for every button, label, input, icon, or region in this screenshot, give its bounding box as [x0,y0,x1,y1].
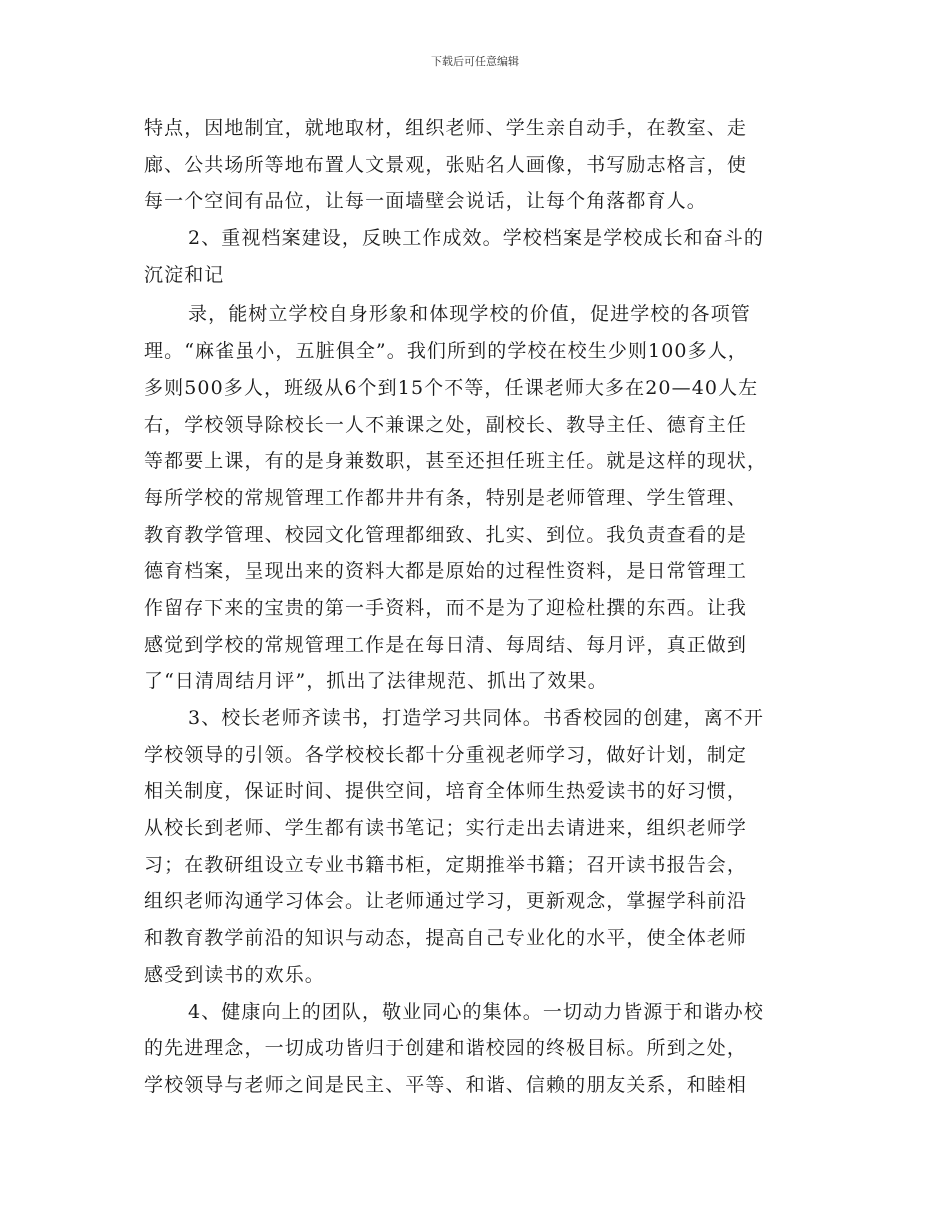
text-line: 教育教学管理、校园文化管理都细致、扎实、到位。我负责查看的是 [144,523,748,546]
text-line: 学校领导的引领。各学校校长都十分重视老师学习，做好计划，制定 [144,743,748,766]
page-header: 下载后可任意编辑 [431,55,519,68]
text-line: 多则500多人，班级从6个到15个不等，任课老师大多在20—40人左 [144,376,759,399]
text-line: 从校长到老师、学生都有读书笔记；实行走出去请进来，组织老师学 [144,817,748,840]
text-line: 理。“麻雀虽小，五脏俱全”。我们所到的学校在校生少则100多人， [144,340,748,363]
paragraph-4-start: 4、健康向上的团队，敬业同心的集体。一切动力皆源于和谐办校 [188,1000,764,1023]
text-line: 每一个空间有品位，让每一面墙壁会说话，让每个角落都育人。 [144,190,707,213]
text-line: 组织老师沟通学习体会。让老师通过学习，更新观念，掌握学科前沿 [144,890,748,913]
text-line: 感受到读书的欢乐。 [144,963,325,986]
text-line: 和教育教学前沿的知识与动态，提高自己专业化的水平，使全体老师 [144,927,748,950]
text-line: 右，学校领导除校长一人不兼课之处，副校长、教导主任、德育主任 [144,413,748,436]
text-line: 了“日清周结月评”，抓出了法律规范、抓出了效果。 [144,670,608,693]
text-line: 廊、公共场所等地布置人文景观，张贴名人画像，书写励志格言，使 [144,153,748,176]
text-line: 每所学校的常规管理工作都井井有条，特别是老师管理、学生管理、 [144,486,748,509]
text-line: 学校领导与老师之间是民主、平等、和谐、信赖的朋友关系，和睦相 [144,1073,748,1096]
text-line: 的先进理念，一切成功皆归于创建和谐校园的终极目标。所到之处， [144,1037,748,1060]
text-line: 习；在教研组设立专业书籍书柜，定期推举书籍；召开读书报告会， [144,853,748,876]
text-line: 特点，因地制宜，就地取材，组织老师、学生亲自动手，在教室、走 [144,117,748,139]
text-line: 作留存下来的宝贵的第一手资料，而不是为了迎检杜撰的东西。让我 [144,596,748,619]
text-line: 录，能树立学校自身形象和体现学校的价值，促进学校的各项管 [188,303,751,326]
paragraph-2-start: 2、重视档案建设，反映工作成效。学校档案是学校成长和奋斗的 [188,227,764,250]
paragraph-3-start: 3、校长老师齐读书，打造学习共同体。书香校园的创建，离不开 [188,707,764,729]
text-line: 沉淀和记 [144,263,225,286]
text-line: 等都要上课，有的是身兼数职，甚至还担任班主任。就是这样的现状， [144,450,768,473]
text-line: 感觉到学校的常规管理工作是在每日清、每周结、每月评，真正做到 [144,633,748,656]
text-line: 相关制度，保证时间、提供空间，培育全体师生热爱读书的好习惯， [144,780,748,803]
document-body [144,110,806,1104]
text-line: 德育档案，呈现出来的资料大都是原始的过程性资料，是日常管理工 [144,560,748,583]
